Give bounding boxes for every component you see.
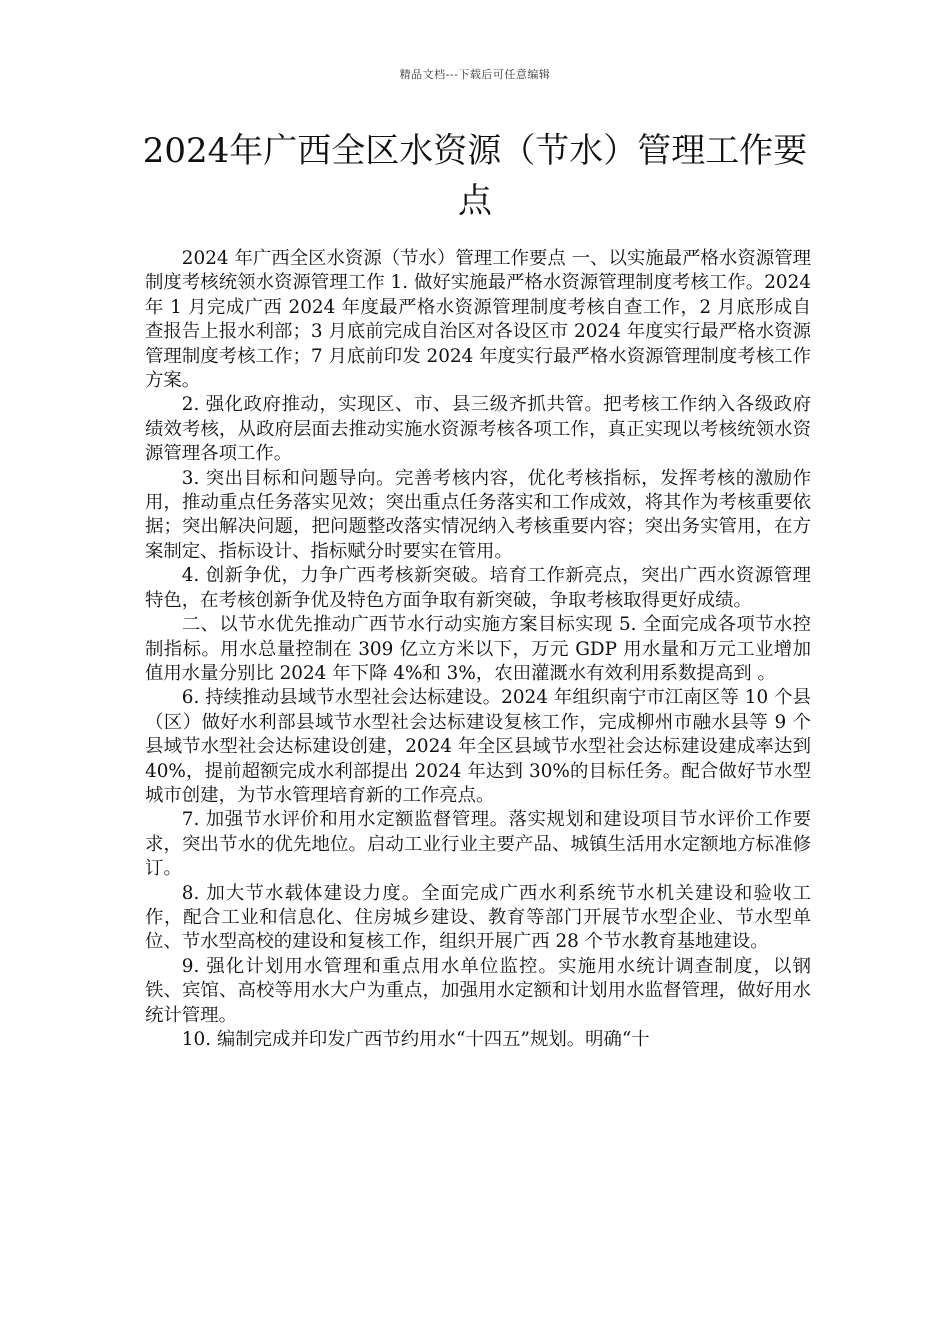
header-note: 精品文档---下载后可任意编辑 bbox=[399, 68, 551, 81]
paragraph: 2024 年广西全区水资源（节水）管理工作要点 一、以实施最严格水资源管理制度考核统领水资源管理工作 1. 做好实施最严格水资源管理制度考核工作。2024 年 1 月完成广西 2024 年度最严格水资源管理制度考核自查工作，2 月底形成自查报告上报水利部；3 月底前完成自治区对各设区市 2024 年度实行最严格水资源管理制度考核工作；7 月底前印发 2024 年度实行最严格水资源管理制度考核工作方案。 bbox=[145, 248, 811, 392]
paragraph: 8. 加大节水载体建设力度。全面完成广西水利系统节水机关建设和验收工作，配合工业和信息化、住房城乡建设、教育等部门开展节水型企业、节水型单位、节水型高校的建设和复核工作，组织开展广西 28 个节水教育基地建设。 bbox=[145, 882, 811, 953]
paragraph: 2. 强化政府推动，实现区、市、县三级齐抓共管。把考核工作纳入各级政府绩效考核，从政府层面去推动实施水资源考核各项工作，真正实现以考核统领水资源管理各项工作。 bbox=[145, 394, 811, 465]
paragraph: 4. 创新争优，力争广西考核新突破。培育工作新亮点，突出广西水资源管理特色，在考核创新争优及特色方面争取有新突破，争取考核取得更好成绩。 bbox=[145, 565, 811, 611]
paragraph: 10. 编制完成并印发广西节约用水“十四五”规划。明确“十 bbox=[181, 1029, 650, 1050]
document-title: 2024年广西全区水资源（节水）管理工作要点 bbox=[142, 131, 808, 221]
paragraph: 二、以节水优先推动广西节水行动实施方案目标实现 5. 全面完成各项节水控制指标。用水总量控制在 309 亿立方米以下，万元 GDP 用水量和万元工业增加值用水量分别比 2024 年下降 4%和 3%，农田灌溉水有效利用系数提高到 。 bbox=[145, 614, 811, 684]
paragraph: 9. 强化计划用水管理和重点用水单位监控。实施用水统计调查制度，以钢铁、宾馆、高校等用水大户为重点，加强用水定额和计划用水监督管理，做好用水统计管理。 bbox=[145, 955, 811, 1026]
document-body bbox=[145, 247, 811, 1052]
paragraph: 6. 持续推动县域节水型社会达标建设。2024 年组织南宁市江南区等 10 个县（区）做好水利部县域节水型社会达标建设复核工作，完成柳州市融水县等 9 个县域节水型社会达标建设创建，2024 年全区县域节水型社会达标建设建成率达到 40%，提前超额完成水利部提出 2024 年达到 30%的目标任务。配合做好节水型城市创建，为节水管理培育新的工作亮点。 bbox=[145, 687, 811, 806]
paragraph: 7. 加强节水评价和用水定额监督管理。落实规划和建设项目节水评价工作要求，突出节水的优先地位。启动工业行业主要产品、城镇生活用水定额地方标准修订。 bbox=[145, 809, 811, 880]
paragraph: 3. 突出目标和问题导向。完善考核内容，优化考核指标，发挥考核的激励作用，推动重点任务落实见效；突出重点任务落实和工作成效，将其作为考核重要依据；突出解决问题，把问题整改落实情况纳入考核重要内容；突出务实管用，在方案制定、指标设计、指标赋分时要实在管用。 bbox=[145, 467, 811, 562]
